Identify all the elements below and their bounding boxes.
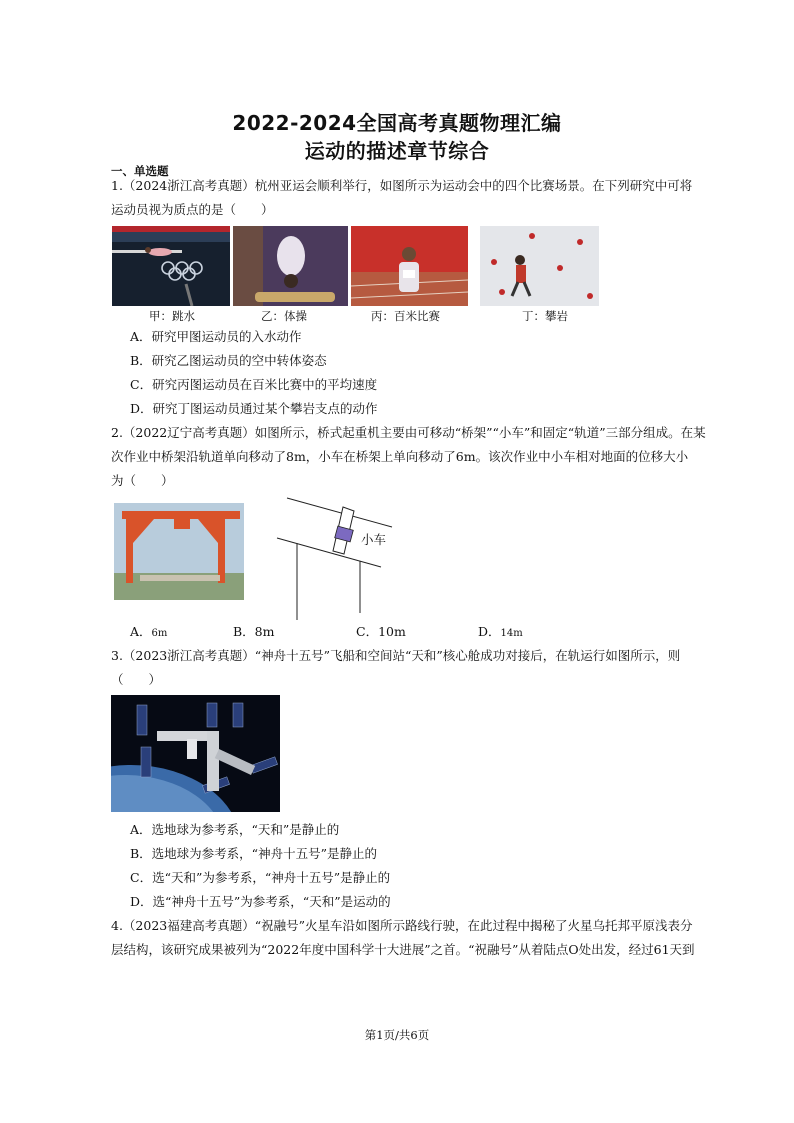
caption-gymnastics: 乙：体操 — [261, 309, 307, 323]
q1-option-d: D．研究丁图运动员通过某个攀岩支点的动作 — [130, 401, 378, 416]
crane-diagram — [270, 490, 400, 620]
diving-photo — [112, 226, 230, 306]
climbing-photo — [480, 226, 599, 306]
section-heading: 一、单选题 — [111, 164, 169, 178]
q3-stem-line2: （ ） — [111, 672, 162, 687]
q1-stem-line2: 运动员视为质点的是（ ） — [111, 202, 274, 217]
q2-option-d: D．14m — [478, 624, 523, 639]
q1-option-a: A．研究甲图运动员的入水动作 — [130, 329, 302, 344]
q4-stem-line1: 4.（2023福建高考真题）“祝融号”火星车沿如图所示路线行驶，在此过程中揭秘了火星乌托邦平原浅表分 — [111, 918, 693, 933]
sprint-photo — [351, 226, 468, 306]
q1-option-c: C．研究丙图运动员在百米比赛中的平均速度 — [130, 377, 378, 392]
page-footer: 第1页/共6页 — [364, 1028, 430, 1042]
q1-stem-line1: 1.（2024浙江高考真题）杭州亚运会顺利举行，如图所示为运动会中的四个比赛场景。在下列研究中可将 — [111, 178, 693, 193]
q2-stem-line2: 次作业中桥架沿轨道单向移动了8m，小车在桥架上单向移动了6m。该次作业中小车相对地面的位移大小 — [111, 449, 689, 464]
caption-diving: 甲：跳水 — [149, 309, 195, 323]
gymnastics-photo — [233, 226, 348, 306]
q2-option-a: A．6m — [130, 624, 168, 639]
q2-option-b: B．8m — [233, 624, 275, 639]
caption-sprint: 丙：百米比赛 — [371, 309, 440, 323]
q2-stem-line1: 2.（2022辽宁高考真题）如图所示，桥式起重机主要由可移动“桥架”“小车”和固定“轨道”三部分组成。在某 — [111, 425, 706, 440]
q4-stem-line2: 层结构，该研究成果被列为“2022年度中国科学十大进展”之首。“祝融号”从着陆点O处出发，经过61天到 — [111, 942, 695, 957]
q3-option-c: C．选“天和”为参考系，“神舟十五号”是静止的 — [130, 870, 391, 885]
document-title: 2022-2024全国高考真题物理汇编 — [232, 111, 562, 135]
crane-photo — [114, 503, 244, 600]
document-subtitle: 运动的描述章节综合 — [304, 139, 490, 163]
q1-option-b: B．研究乙图运动员的空中转体姿态 — [130, 353, 327, 368]
q3-stem-line1: 3.（2023浙江高考真题）“神舟十五号”飞船和空间站“天和”核心舱成功对接后，在轨运行如图所示，则 — [111, 648, 681, 663]
q2-stem-line3: 为（ ） — [111, 473, 174, 488]
q3-option-d: D．选“神舟十五号”为参考系，“天和”是运动的 — [130, 894, 391, 909]
caption-climbing: 丁：攀岩 — [522, 309, 568, 323]
q3-option-b: B．选地球为参考系，“神舟十五号”是静止的 — [130, 846, 377, 861]
space-station-photo — [111, 695, 280, 812]
q2-option-c: C．10m — [356, 624, 406, 639]
diagram-label-cart: 小车 — [361, 532, 387, 547]
q3-option-a: A．选地球为参考系，“天和”是静止的 — [130, 822, 340, 837]
